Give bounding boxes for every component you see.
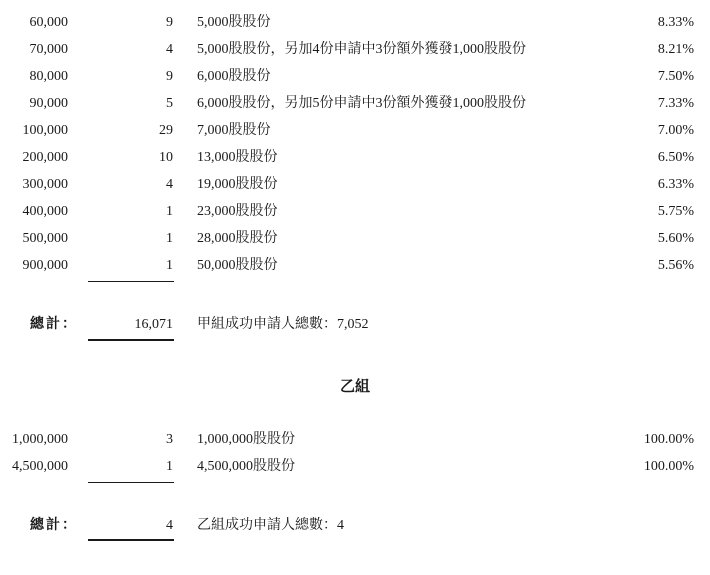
allotment-basis-cell: 23,000股股份 [197, 204, 278, 219]
shares-applied-cell: 4,500,000 [12, 459, 68, 474]
total-applications-value: 4 [166, 518, 173, 533]
allotment-basis-cell: 28,000股股份 [197, 231, 278, 246]
shares-applied-cell: 500,000 [22, 231, 68, 246]
table-row [0, 38, 710, 62]
group-b-total-row [0, 514, 710, 538]
total-rule [88, 339, 174, 341]
valid-applications-cell: 9 [166, 69, 173, 84]
valid-applications-cell: 5 [166, 96, 173, 111]
table-row [0, 455, 710, 479]
table-row [0, 428, 710, 452]
table-row [0, 173, 710, 197]
allotment-percentage-cell: 7.00% [657, 123, 694, 138]
allotment-basis-cell: 4,500,000股股份 [197, 459, 295, 474]
allotment-basis-cell: 6,000股股份 [197, 69, 271, 84]
table-row [0, 65, 710, 89]
shares-applied-cell: 60,000 [29, 15, 68, 30]
group-b-heading: 乙組 [339, 379, 370, 395]
shares-applied-cell: 100,000 [22, 123, 68, 138]
allotment-percentage-cell: 8.21% [657, 42, 694, 57]
table-row [0, 11, 710, 35]
total-label: 總計： [30, 518, 78, 533]
shares-applied-cell: 900,000 [22, 258, 68, 273]
allotment-basis-cell: 5,000股股份 [197, 15, 271, 30]
table-row [0, 254, 710, 278]
allotment-percentage-cell: 7.33% [657, 96, 694, 111]
successful-applicants-note: 乙組成功申請人總數：4 [197, 518, 344, 533]
total-rule [88, 539, 174, 541]
shares-applied-cell: 70,000 [29, 42, 68, 57]
allotment-basis-cell: 50,000股股份 [197, 258, 278, 273]
valid-applications-cell: 1 [166, 204, 173, 219]
allotment-percentage-cell: 5.56% [657, 258, 694, 273]
total-applications-value: 16,071 [134, 317, 173, 332]
allotment-percentage-cell: 6.50% [657, 150, 694, 165]
shares-applied-cell: 80,000 [29, 69, 68, 84]
allotment-percentage-cell: 8.33% [657, 15, 694, 30]
successful-applicants-note: 甲組成功申請人總數：7,052 [197, 317, 369, 332]
group-a-total-row [0, 313, 710, 337]
valid-applications-cell: 1 [166, 258, 173, 273]
table-row [0, 200, 710, 224]
subtotal-rule [88, 482, 174, 483]
shares-applied-cell: 1,000,000 [12, 432, 68, 447]
shares-applied-cell: 300,000 [22, 177, 68, 192]
table-row [0, 227, 710, 251]
allotment-percentage-cell: 6.33% [657, 177, 694, 192]
table-row [0, 146, 710, 170]
valid-applications-cell: 10 [159, 150, 173, 165]
allotment-basis-cell: 19,000股股份 [197, 177, 278, 192]
allotment-basis-cell: 6,000股股份，另加5份申請中3份額外獲發1,000股股份 [197, 96, 526, 111]
allotment-basis-cell: 7,000股股份 [197, 123, 271, 138]
valid-applications-cell: 1 [166, 231, 173, 246]
allotment-basis-cell: 5,000股股份，另加4份申請中3份額外獲發1,000股股份 [197, 42, 526, 57]
subtotal-rule [88, 281, 174, 282]
allotment-percentage-cell: 7.50% [657, 69, 694, 84]
shares-applied-cell: 400,000 [22, 204, 68, 219]
valid-applications-cell: 4 [166, 42, 173, 57]
valid-applications-cell: 3 [166, 432, 173, 447]
allotment-percentage-cell: 100.00% [643, 432, 694, 447]
valid-applications-cell: 4 [166, 177, 173, 192]
shares-applied-cell: 90,000 [29, 96, 68, 111]
allotment-percentage-cell: 5.75% [657, 204, 694, 219]
allotment-basis-cell: 13,000股股份 [197, 150, 278, 165]
valid-applications-cell: 1 [166, 459, 173, 474]
allotment-basis-cell: 1,000,000股股份 [197, 432, 295, 447]
table-row [0, 119, 710, 143]
valid-applications-cell: 9 [166, 15, 173, 30]
valid-applications-cell: 29 [159, 123, 173, 138]
allotment-percentage-cell: 5.60% [657, 231, 694, 246]
table-row [0, 92, 710, 116]
allotment-percentage-cell: 100.00% [643, 459, 694, 474]
shares-applied-cell: 200,000 [22, 150, 68, 165]
total-label: 總計： [30, 317, 78, 332]
